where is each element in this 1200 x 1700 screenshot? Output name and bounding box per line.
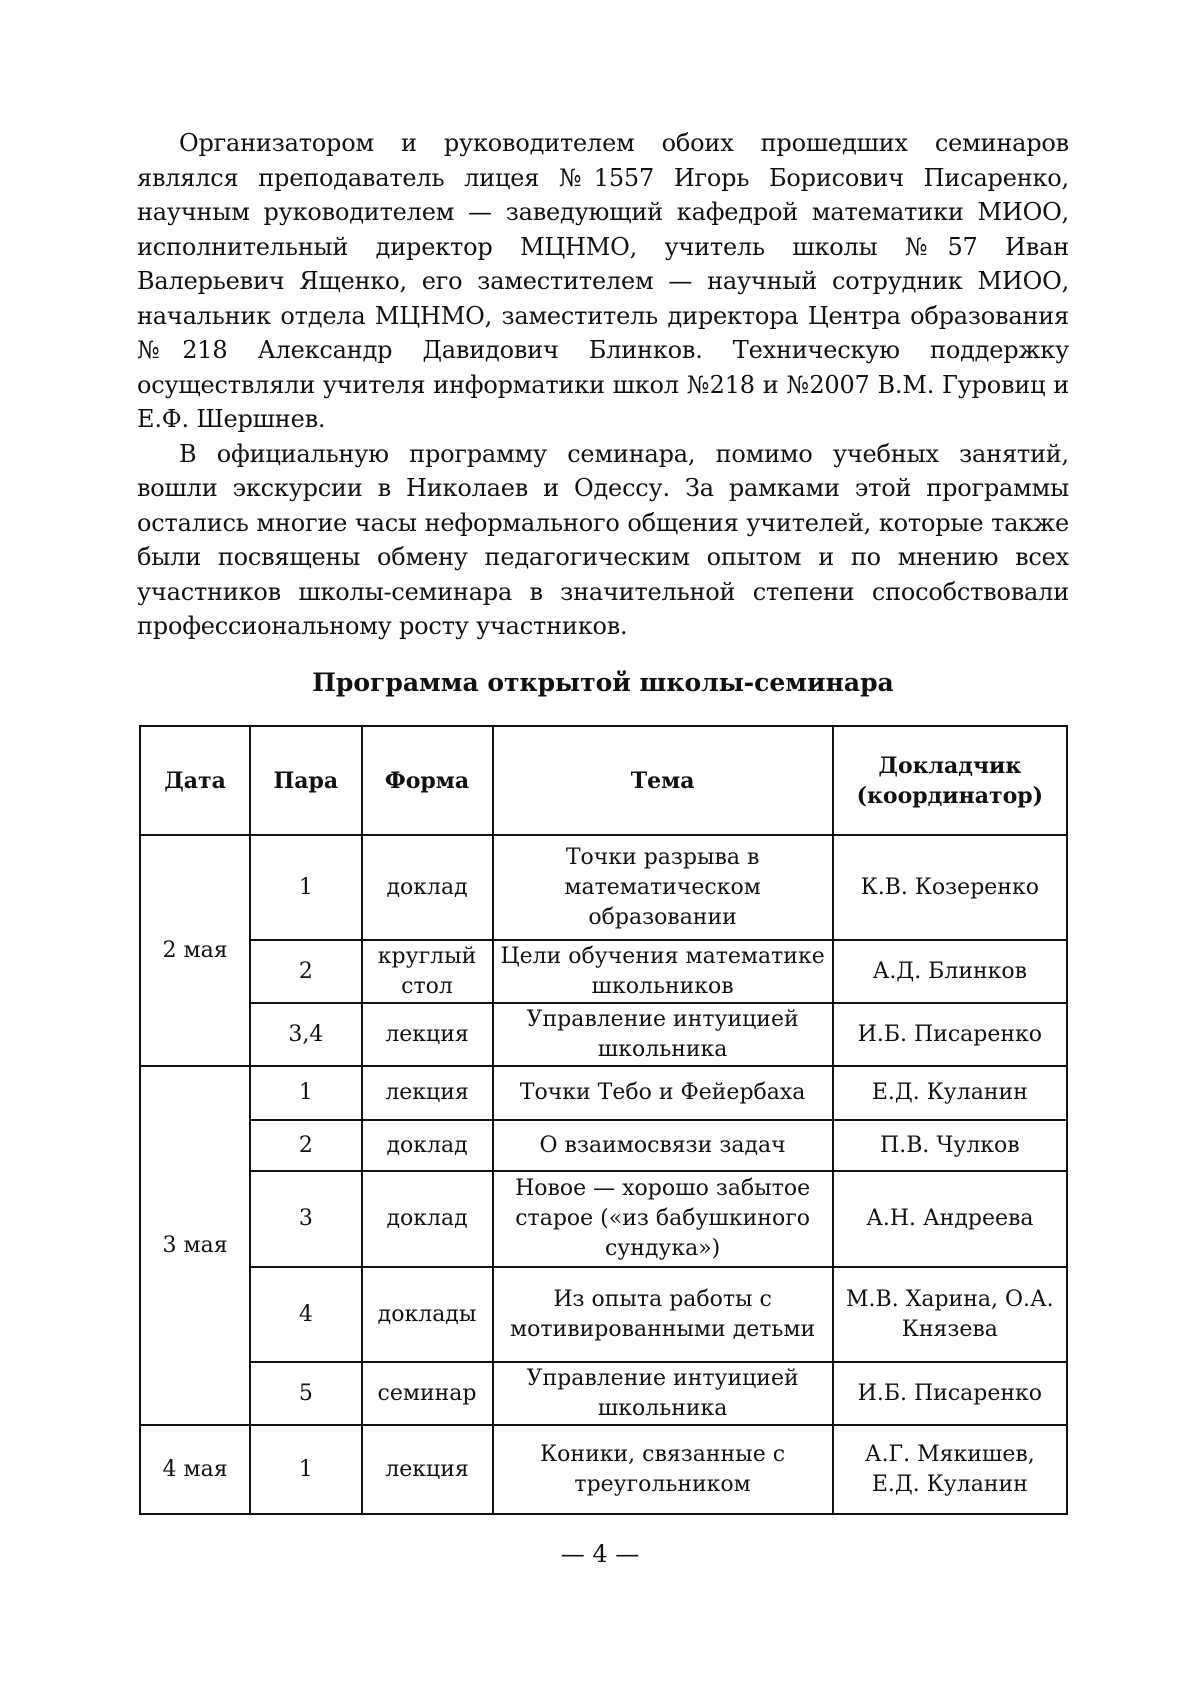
cell-topic: Цели обучения математике школьников	[493, 940, 833, 1003]
header-date: Дата	[140, 726, 250, 835]
cell-pair: 2	[250, 1120, 361, 1171]
cell-date: 2 мая	[140, 835, 250, 1066]
cell-form: семинар	[362, 1362, 493, 1425]
cell-form: лекция	[362, 1003, 493, 1066]
header-topic: Тема	[493, 726, 833, 835]
cell-pair: 5	[250, 1362, 361, 1425]
cell-speaker: И.Б. Писаренко	[833, 1003, 1067, 1066]
cell-pair: 3,4	[250, 1003, 361, 1066]
table-row	[140, 1425, 1067, 1514]
cell-topic: Точки разрыва в математическом образовании	[493, 835, 833, 940]
table-row	[140, 1362, 1067, 1425]
table-row	[140, 1120, 1067, 1171]
cell-pair: 1	[250, 1066, 361, 1120]
cell-form: доклад	[362, 1120, 493, 1171]
table-row	[140, 835, 1067, 940]
table-title: Программа открытой школы-семинара	[312, 668, 894, 697]
cell-pair: 4	[250, 1267, 361, 1362]
cell-topic: Из опыта работы с мотивированными детьми	[493, 1267, 833, 1362]
cell-speaker: К.В. Козеренко	[833, 835, 1067, 940]
table-row	[140, 940, 1067, 1003]
cell-topic: Управление интуицией школьника	[493, 1362, 833, 1425]
cell-date: 4 мая	[140, 1425, 250, 1514]
cell-form: лекция	[362, 1425, 493, 1514]
table-row	[140, 1003, 1067, 1066]
cell-pair: 1	[250, 835, 361, 940]
cell-form: доклад	[362, 1171, 493, 1267]
table-row	[140, 1171, 1067, 1267]
header-pair: Пара	[250, 726, 361, 835]
paragraph-program: В официальную программу семинара, помимо учебных занятий, вошли экскурсии в Николаев и Одессу. За рамками этой программы остались многие часы неформального общения учителей, которые также были посвящены обмену педагогическим опытом и по мнению всех участников школы-семинара в значительной степени способствовали профессиональному росту участников.	[137, 439, 1069, 640]
cell-speaker: А.Д. Блинков	[833, 940, 1067, 1003]
program-table	[139, 725, 1068, 1515]
cell-pair: 1	[250, 1425, 361, 1514]
cell-speaker: П.В. Чулков	[833, 1120, 1067, 1171]
cell-speaker: А.Г. Мякишев, Е.Д. Куланин	[833, 1425, 1067, 1514]
table-row	[140, 1267, 1067, 1362]
table-row	[140, 1066, 1067, 1120]
cell-speaker: М.В. Харина, О.А. Князева	[833, 1267, 1067, 1362]
cell-form: лекция	[362, 1066, 493, 1120]
cell-speaker: И.Б. Писаренко	[833, 1362, 1067, 1425]
cell-form: доклады	[362, 1267, 493, 1362]
header-form: Форма	[362, 726, 493, 835]
cell-topic: О взаимосвязи задач	[493, 1120, 833, 1171]
cell-form: круглый стол	[362, 940, 493, 1003]
cell-topic: Коники, связанные с треугольником	[493, 1425, 833, 1514]
cell-speaker: Е.Д. Куланин	[833, 1066, 1067, 1120]
page-number: — 4 —	[560, 1540, 640, 1568]
cell-pair: 3	[250, 1171, 361, 1267]
body-text	[137, 126, 1069, 644]
paragraph-organizers: Организатором и руководителем обоих прошедших семинаров являлся преподаватель лицея №1557 Игорь Борисович Писаренко, научным руководителем — заведующий кафедрой математики МИОО, исполнительный директор МЦНМО, учитель школы №57 Иван Валерьевич Ященко, его заместителем — научный сотрудник МИОО, начальник отдела МЦНМО, заместитель директора Центра образования №218 Александр Давидович Блинков. Техническую поддержку осуществляли учителя информатики школ №218 и №2007 В.М. Гуровиц и Е.Ф. Шершнев.	[137, 129, 1069, 433]
cell-date: 3 мая	[140, 1066, 250, 1425]
header-speaker: Докладчик (координатор)	[833, 726, 1067, 835]
cell-topic: Точки Тебо и Фейербаха	[493, 1066, 833, 1120]
cell-form: доклад	[362, 835, 493, 940]
cell-pair: 2	[250, 940, 361, 1003]
cell-topic: Новое — хорошо забытое старое («из бабушкиного сундука»)	[493, 1171, 833, 1267]
cell-speaker: А.Н. Андреева	[833, 1171, 1067, 1267]
cell-topic: Управление интуицией школьника	[493, 1003, 833, 1066]
table-header-row	[140, 726, 1067, 835]
